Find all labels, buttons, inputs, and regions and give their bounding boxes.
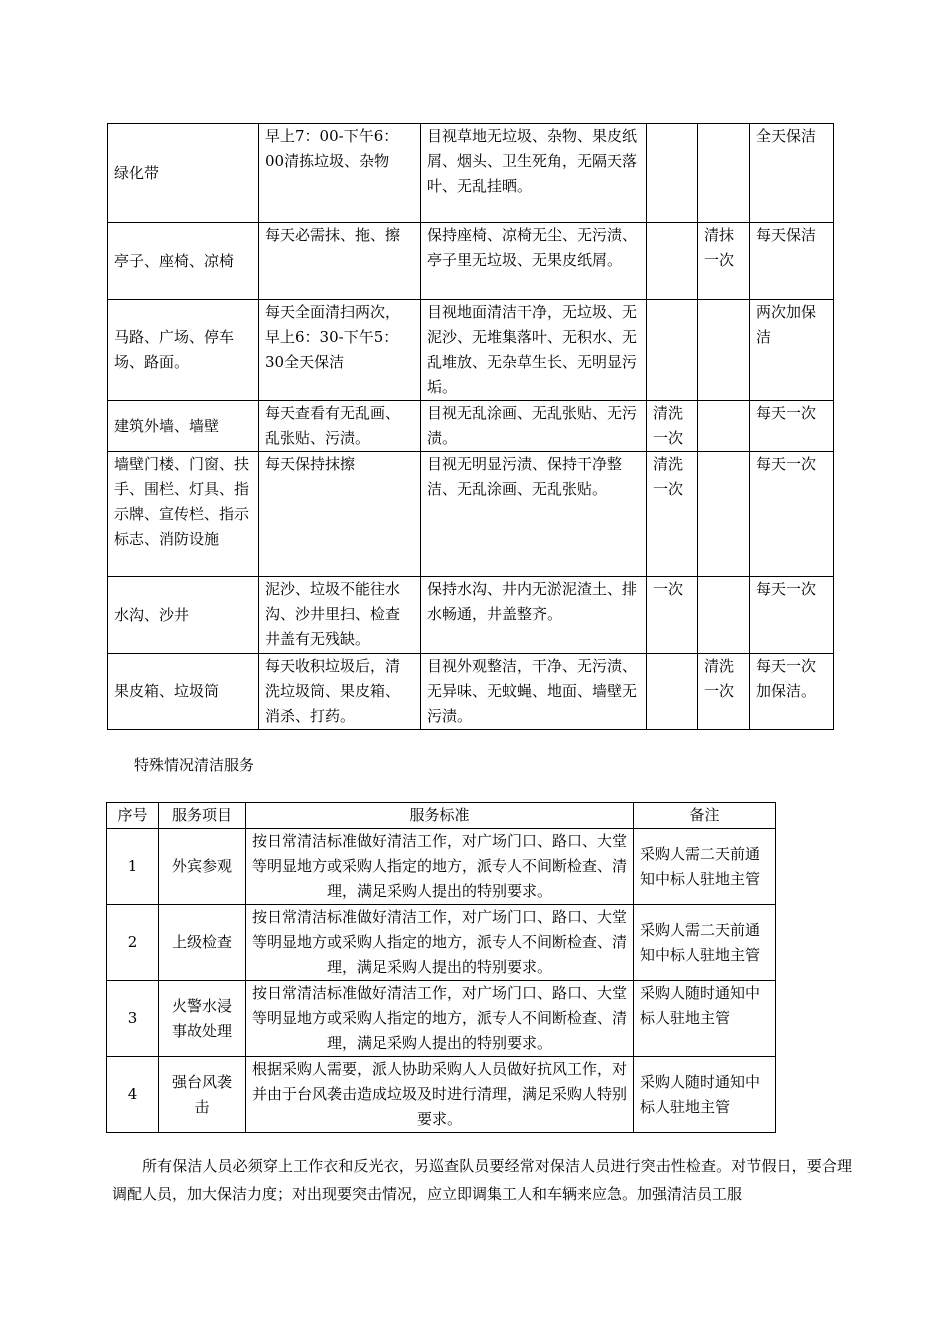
table-row xyxy=(108,401,834,452)
frequency-cell: 每天一次 xyxy=(750,401,834,452)
extra-cell: 清洗一次 xyxy=(647,452,698,577)
frequency-cell: 每天一次加保洁。 xyxy=(750,654,834,730)
extra-cell xyxy=(698,401,750,452)
area-cell: 墙壁门楼、门窗、扶手、围栏、灯具、指示牌、宣传栏、指示标志、消防设施 xyxy=(108,452,259,577)
method-cell: 每天必需抹、拖、擦 xyxy=(259,223,421,300)
standard-cell: 按日常清洁标准做好清洁工作，对广场门口、路口、大堂等明显地方或采购人指定的地方，派专人不间断检查、清理，满足采购人提出的特别要求。 xyxy=(246,981,634,1057)
extra-cell: 清抹一次 xyxy=(698,223,750,300)
area-cell: 马路、广场、停车场、路面。 xyxy=(108,300,259,401)
cleaning-schedule-table xyxy=(107,123,834,730)
area-cell: 果皮箱、垃圾筒 xyxy=(108,654,259,730)
extra-cell: 清洗一次 xyxy=(647,401,698,452)
item-cell: 强台风袭击 xyxy=(159,1057,246,1133)
frequency-cell: 全天保洁 xyxy=(750,124,834,223)
standard-cell: 目视地面清洁干净，无垃圾、无泥沙、无堆集落叶、无积水、无乱堆放、无杂草生长、无明显污垢。 xyxy=(421,300,647,401)
extra-cell: 一次 xyxy=(647,577,698,654)
table-row xyxy=(108,223,834,300)
area-cell: 绿化带 xyxy=(108,124,259,223)
area-cell: 建筑外墙、墙壁 xyxy=(108,401,259,452)
extra-cell xyxy=(647,124,698,223)
item-cell: 上级检查 xyxy=(159,905,246,981)
standard-cell: 保持座椅、凉椅无尘、无污渍、亭子里无垃圾、无果皮纸屑。 xyxy=(421,223,647,300)
header-note: 备注 xyxy=(634,803,776,829)
table-row xyxy=(108,300,834,401)
standard-cell: 根据采购人需要，派人协助采购人人员做好抗风工作，对并由于台风袭击造成垃圾及时进行清理，满足采购人特别要求。 xyxy=(246,1057,634,1133)
method-cell: 每天查看有无乱画、乱张贴、污渍。 xyxy=(259,401,421,452)
standard-cell: 按日常清洁标准做好清洁工作，对广场门口、路口、大堂等明显地方或采购人指定的地方，派专人不间断检查、清理，满足采购人提出的特别要求。 xyxy=(246,905,634,981)
frequency-cell: 每天保洁 xyxy=(750,223,834,300)
standard-cell: 保持水沟、井内无淤泥渣土、排水畅通，井盖整齐。 xyxy=(421,577,647,654)
no-cell: 1 xyxy=(107,829,159,905)
table-row xyxy=(107,829,776,905)
note-cell: 采购人需二天前通知中标人驻地主管 xyxy=(634,829,776,905)
header-no: 序号 xyxy=(107,803,159,829)
header-standard: 服务标准 xyxy=(246,803,634,829)
item-cell: 火警水浸事故处理 xyxy=(159,981,246,1057)
special-service-table xyxy=(106,802,776,1133)
note-cell: 采购人需二天前通知中标人驻地主管 xyxy=(634,905,776,981)
method-cell: 每天保持抹擦 xyxy=(259,452,421,577)
method-cell: 每天收积垃圾后，清洗垃圾筒、果皮箱、消杀、打药。 xyxy=(259,654,421,730)
extra-cell xyxy=(698,452,750,577)
standard-cell: 目视草地无垃圾、杂物、果皮纸屑、烟头、卫生死角，无隔天落叶、无乱挂晒。 xyxy=(421,124,647,223)
extra-cell xyxy=(698,124,750,223)
note-cell: 采购人随时通知中标人驻地主管 xyxy=(634,1057,776,1133)
extra-cell xyxy=(647,300,698,401)
table-row xyxy=(108,577,834,654)
method-cell: 每天全面清扫两次，早上6：30-下午5：30全天保洁 xyxy=(259,300,421,401)
item-cell: 外宾参观 xyxy=(159,829,246,905)
area-cell: 水沟、沙井 xyxy=(108,577,259,654)
extra-cell xyxy=(647,223,698,300)
table-row xyxy=(107,905,776,981)
no-cell: 3 xyxy=(107,981,159,1057)
body-paragraph: 所有保洁人员必须穿上工作衣和反光衣，另巡查队员要经常对保洁人员进行突击性检查。对节假日，要合理调配人员，加大保洁力度；对出现要突击情况，应立即调集工人和车辆来应急。加强清洁员工服 xyxy=(112,1157,852,1203)
standard-cell: 目视无乱涂画、无乱张贴、无污渍。 xyxy=(421,401,647,452)
frequency-cell: 每天一次 xyxy=(750,577,834,654)
header-item: 服务项目 xyxy=(159,803,246,829)
note-cell: 采购人随时通知中标人驻地主管 xyxy=(634,981,776,1057)
table-header-row xyxy=(107,803,776,829)
table-row xyxy=(107,1057,776,1133)
method-cell: 早上7：00-下午6：00清拣垃圾、杂物 xyxy=(259,124,421,223)
frequency-cell: 每天一次 xyxy=(750,452,834,577)
standard-cell: 目视无明显污渍、保持干净整洁、无乱涂画、无乱张贴。 xyxy=(421,452,647,577)
section-heading: 特殊情况清洁服务 xyxy=(134,756,255,774)
table-row xyxy=(108,654,834,730)
table-row xyxy=(107,981,776,1057)
no-cell: 4 xyxy=(107,1057,159,1133)
method-cell: 泥沙、垃圾不能往水沟、沙井里扫、检查井盖有无残缺。 xyxy=(259,577,421,654)
extra-cell xyxy=(698,577,750,654)
no-cell: 2 xyxy=(107,905,159,981)
extra-cell: 清洗一次 xyxy=(698,654,750,730)
extra-cell xyxy=(698,300,750,401)
standard-cell: 目视外观整洁，干净、无污渍、无异味、无蚊蝇、地面、墙壁无污渍。 xyxy=(421,654,647,730)
table-row xyxy=(108,452,834,577)
standard-cell: 按日常清洁标准做好清洁工作，对广场门口、路口、大堂等明显地方或采购人指定的地方，派专人不间断检查、清理，满足采购人提出的特别要求。 xyxy=(246,829,634,905)
frequency-cell: 两次加保洁 xyxy=(750,300,834,401)
area-cell: 亭子、座椅、凉椅 xyxy=(108,223,259,300)
extra-cell xyxy=(647,654,698,730)
table-row xyxy=(108,124,834,223)
